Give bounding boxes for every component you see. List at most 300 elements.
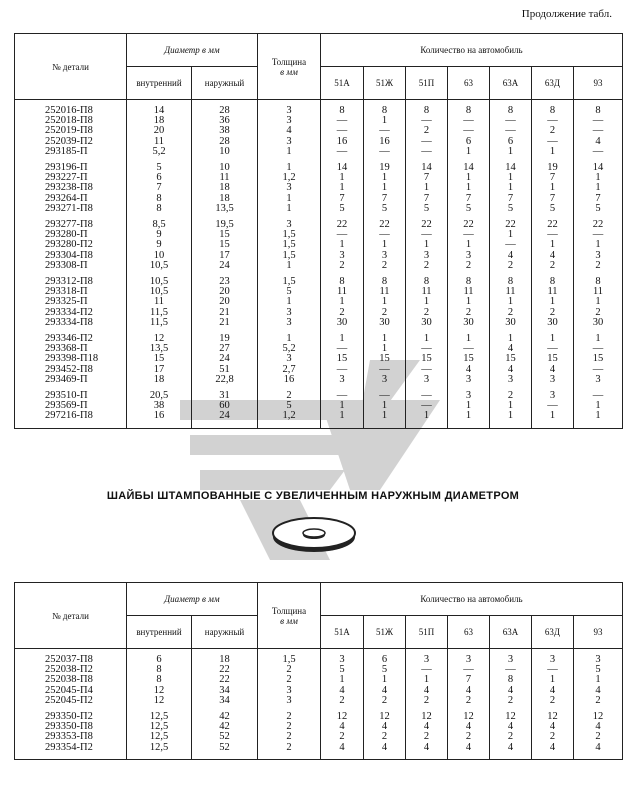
diameter-cell: 9 bbox=[127, 230, 192, 240]
header-model: 63А bbox=[490, 67, 532, 100]
quantity-cell: 3 bbox=[321, 655, 364, 665]
quantity-cell: 1 bbox=[532, 240, 574, 250]
header-outer: наружный bbox=[192, 616, 258, 649]
table-row bbox=[15, 318, 623, 328]
parts-table-1 bbox=[14, 33, 623, 429]
quantity-cell: 3 bbox=[532, 391, 574, 401]
diameter-cell: 20,5 bbox=[127, 391, 192, 401]
quantity-cell: 4 bbox=[490, 722, 532, 732]
quantity-cell: 7 bbox=[448, 675, 490, 685]
thickness-cell: 1 bbox=[258, 147, 321, 157]
diameter-cell: 12 bbox=[127, 334, 192, 344]
quantity-cell: 15 bbox=[490, 354, 532, 364]
thickness-cell: 2 bbox=[258, 732, 321, 742]
quantity-cell: 2 bbox=[448, 261, 490, 271]
quantity-cell: 4 bbox=[448, 722, 490, 732]
quantity-cell: 7 bbox=[321, 194, 364, 204]
washer-illustration bbox=[270, 513, 358, 555]
table-row bbox=[15, 126, 623, 136]
quantity-cell: — bbox=[574, 344, 623, 354]
thickness-cell: 5 bbox=[258, 287, 321, 297]
part-number-cell: 293280-П2 bbox=[15, 240, 127, 250]
quantity-cell: — bbox=[574, 126, 623, 136]
quantity-cell: 19 bbox=[364, 163, 406, 173]
quantity-cell: 2 bbox=[448, 696, 490, 706]
table1-body bbox=[15, 100, 623, 429]
quantity-cell: 4 bbox=[574, 743, 623, 753]
quantity-cell: 8 bbox=[490, 675, 532, 685]
table-row bbox=[15, 401, 623, 411]
spacer-row bbox=[15, 422, 623, 429]
table-row bbox=[15, 220, 623, 230]
quantity-cell: 1 bbox=[448, 240, 490, 250]
table-row bbox=[15, 163, 623, 173]
quantity-cell: 12 bbox=[448, 712, 490, 722]
quantity-cell: 2 bbox=[574, 732, 623, 742]
quantity-cell: 1 bbox=[490, 401, 532, 411]
header-model: 93 bbox=[574, 616, 623, 649]
diameter-cell: 12,5 bbox=[127, 732, 192, 742]
quantity-cell: 1 bbox=[532, 147, 574, 157]
table-row bbox=[15, 261, 623, 271]
thickness-cell: 3 bbox=[258, 116, 321, 126]
quantity-cell: 7 bbox=[532, 194, 574, 204]
spacer-cell bbox=[192, 753, 258, 760]
quantity-cell: 4 bbox=[364, 722, 406, 732]
diameter-cell: 6 bbox=[127, 655, 192, 665]
diameter-cell: 13,5 bbox=[127, 344, 192, 354]
quantity-cell: 1 bbox=[406, 297, 448, 307]
header-model: 51Ж bbox=[364, 616, 406, 649]
quantity-cell: 2 bbox=[364, 261, 406, 271]
quantity-cell: 3 bbox=[490, 375, 532, 385]
diameter-cell: 18 bbox=[192, 655, 258, 665]
quantity-cell: 7 bbox=[406, 173, 448, 183]
header-model: 63 bbox=[448, 67, 490, 100]
quantity-cell: 2 bbox=[406, 261, 448, 271]
table-row bbox=[15, 675, 623, 685]
quantity-cell: 1 bbox=[490, 147, 532, 157]
quantity-cell: 30 bbox=[406, 318, 448, 328]
thickness-cell: 3 bbox=[258, 354, 321, 364]
table-row bbox=[15, 183, 623, 193]
table-row bbox=[15, 194, 623, 204]
quantity-cell: 1 bbox=[406, 675, 448, 685]
quantity-cell: 1 bbox=[574, 183, 623, 193]
header-inner: внутренний bbox=[127, 67, 192, 100]
quantity-cell: 8 bbox=[574, 277, 623, 287]
diameter-cell: 36 bbox=[192, 116, 258, 126]
spacer-cell bbox=[490, 753, 532, 760]
diameter-cell: 11 bbox=[192, 173, 258, 183]
table-row bbox=[15, 391, 623, 401]
thickness-cell: 1,5 bbox=[258, 277, 321, 287]
table-row bbox=[15, 308, 623, 318]
quantity-cell: 4 bbox=[532, 365, 574, 375]
quantity-cell: 4 bbox=[406, 686, 448, 696]
table-row bbox=[15, 204, 623, 214]
part-number-cell: 293398-П18 bbox=[15, 354, 127, 364]
part-number-cell: 252016-П8 bbox=[15, 106, 127, 116]
part-number-cell: 252019-П8 bbox=[15, 126, 127, 136]
quantity-cell: 2 bbox=[321, 308, 364, 318]
quantity-cell: 1 bbox=[532, 297, 574, 307]
table-row bbox=[15, 147, 623, 157]
diameter-cell: 20 bbox=[127, 126, 192, 136]
quantity-cell: 4 bbox=[364, 686, 406, 696]
quantity-cell: 15 bbox=[574, 354, 623, 364]
quantity-cell: 1 bbox=[448, 411, 490, 421]
thickness-cell: 3 bbox=[258, 106, 321, 116]
quantity-cell: — bbox=[364, 365, 406, 375]
quantity-cell: 1 bbox=[532, 675, 574, 685]
quantity-cell: 1 bbox=[490, 173, 532, 183]
diameter-cell: 17 bbox=[192, 251, 258, 261]
quantity-cell: 1 bbox=[321, 183, 364, 193]
quantity-cell: 30 bbox=[574, 318, 623, 328]
spacer-cell bbox=[321, 753, 364, 760]
quantity-cell: 11 bbox=[490, 287, 532, 297]
quantity-cell: 30 bbox=[364, 318, 406, 328]
quantity-cell: 1 bbox=[532, 183, 574, 193]
quantity-cell: 3 bbox=[364, 375, 406, 385]
quantity-cell: 2 bbox=[448, 308, 490, 318]
part-number-cell: 252018-П8 bbox=[15, 116, 127, 126]
quantity-cell: 4 bbox=[490, 743, 532, 753]
spacer-cell bbox=[406, 422, 448, 429]
table-row bbox=[15, 116, 623, 126]
quantity-cell: 3 bbox=[490, 655, 532, 665]
quantity-cell: 15 bbox=[406, 354, 448, 364]
quantity-cell: — bbox=[364, 230, 406, 240]
quantity-cell: 8 bbox=[406, 106, 448, 116]
quantity-cell: — bbox=[406, 365, 448, 375]
part-number-cell: 293227-П bbox=[15, 173, 127, 183]
quantity-cell: 4 bbox=[532, 722, 574, 732]
part-number-cell: 252045-П4 bbox=[15, 686, 127, 696]
quantity-cell: 2 bbox=[532, 261, 574, 271]
quantity-cell: 15 bbox=[448, 354, 490, 364]
table-row bbox=[15, 287, 623, 297]
quantity-cell: 6 bbox=[364, 655, 406, 665]
quantity-cell: 4 bbox=[532, 686, 574, 696]
diameter-cell: 5,2 bbox=[127, 147, 192, 157]
quantity-cell: 1 bbox=[364, 344, 406, 354]
quantity-cell: 1 bbox=[490, 334, 532, 344]
header-quantity: Количество на автомобиль bbox=[321, 34, 623, 67]
diameter-cell: 52 bbox=[192, 732, 258, 742]
thickness-cell: 4 bbox=[258, 126, 321, 136]
quantity-cell: 22 bbox=[364, 220, 406, 230]
quantity-cell: 4 bbox=[406, 743, 448, 753]
thickness-cell: 3 bbox=[258, 137, 321, 147]
quantity-cell: 1 bbox=[448, 297, 490, 307]
table-row bbox=[15, 173, 623, 183]
diameter-cell: 11,5 bbox=[127, 308, 192, 318]
thickness-cell: 2 bbox=[258, 675, 321, 685]
diameter-cell: 60 bbox=[192, 401, 258, 411]
quantity-cell: 1 bbox=[406, 183, 448, 193]
quantity-cell: 1 bbox=[574, 173, 623, 183]
quantity-cell: — bbox=[532, 401, 574, 411]
diameter-cell: 34 bbox=[192, 696, 258, 706]
quantity-cell: 1 bbox=[321, 401, 364, 411]
quantity-cell: 1 bbox=[321, 297, 364, 307]
quantity-cell: — bbox=[532, 665, 574, 675]
part-number-cell: 293238-П8 bbox=[15, 183, 127, 193]
quantity-cell: 2 bbox=[490, 696, 532, 706]
quantity-cell: 1 bbox=[448, 173, 490, 183]
quantity-cell: 4 bbox=[490, 344, 532, 354]
spacer-cell bbox=[490, 422, 532, 429]
quantity-cell: — bbox=[406, 147, 448, 157]
part-number-cell: 293271-П8 bbox=[15, 204, 127, 214]
quantity-cell: 1 bbox=[448, 147, 490, 157]
quantity-cell: 4 bbox=[448, 365, 490, 375]
quantity-cell: 1 bbox=[490, 230, 532, 240]
quantity-cell: 3 bbox=[448, 391, 490, 401]
section-title: ШАЙБЫ ШТАМПОВАННЫЕ С УВЕЛИЧЕННЫМ НАРУЖНЫМ ДИАМЕТРОМ bbox=[106, 490, 520, 502]
table-row bbox=[15, 240, 623, 250]
quantity-cell: 1 bbox=[490, 297, 532, 307]
quantity-cell: 1 bbox=[532, 411, 574, 421]
diameter-cell: 24 bbox=[192, 261, 258, 271]
quantity-cell: 3 bbox=[448, 655, 490, 665]
quantity-cell: 2 bbox=[321, 732, 364, 742]
table-row bbox=[15, 375, 623, 385]
diameter-cell: 20 bbox=[192, 287, 258, 297]
table-row bbox=[15, 722, 623, 732]
thickness-cell: 1 bbox=[258, 334, 321, 344]
part-number-cell: 293469-П bbox=[15, 375, 127, 385]
header-model: 51Ж bbox=[364, 67, 406, 100]
quantity-cell: — bbox=[490, 665, 532, 675]
spacer-row bbox=[15, 753, 623, 760]
thickness-cell: 2 bbox=[258, 722, 321, 732]
thickness-cell: 1,2 bbox=[258, 173, 321, 183]
part-number-cell: 293280-П bbox=[15, 230, 127, 240]
diameter-cell: 18 bbox=[127, 116, 192, 126]
quantity-cell: 4 bbox=[364, 743, 406, 753]
thickness-cell: 1 bbox=[258, 204, 321, 214]
header-thickness bbox=[258, 583, 321, 649]
quantity-cell: 2 bbox=[490, 732, 532, 742]
header-model: 63Д bbox=[532, 616, 574, 649]
header-model: 63 bbox=[448, 616, 490, 649]
quantity-cell: 3 bbox=[574, 375, 623, 385]
header-thickness bbox=[258, 34, 321, 100]
table-row bbox=[15, 251, 623, 261]
part-number-cell: 293308-П bbox=[15, 261, 127, 271]
diameter-cell: 42 bbox=[192, 722, 258, 732]
thickness-cell: 1,2 bbox=[258, 411, 321, 421]
part-number-cell: 252039-П2 bbox=[15, 137, 127, 147]
diameter-cell: 9 bbox=[127, 240, 192, 250]
quantity-cell: 2 bbox=[490, 261, 532, 271]
quantity-cell: 1 bbox=[448, 334, 490, 344]
quantity-cell: 16 bbox=[321, 137, 364, 147]
quantity-cell: 1 bbox=[364, 411, 406, 421]
diameter-cell: 15 bbox=[192, 230, 258, 240]
quantity-cell: 2 bbox=[364, 732, 406, 742]
part-number-cell: 293354-П2 bbox=[15, 743, 127, 753]
quantity-cell: — bbox=[406, 116, 448, 126]
quantity-cell: 1 bbox=[448, 183, 490, 193]
quantity-cell: 1 bbox=[364, 240, 406, 250]
spacer-cell bbox=[406, 753, 448, 760]
quantity-cell: 12 bbox=[364, 712, 406, 722]
part-number-cell: 293334-П2 bbox=[15, 308, 127, 318]
quantity-cell: — bbox=[321, 365, 364, 375]
thickness-cell: 1,5 bbox=[258, 230, 321, 240]
thickness-cell: 3 bbox=[258, 696, 321, 706]
quantity-cell: — bbox=[321, 147, 364, 157]
diameter-cell: 5 bbox=[127, 163, 192, 173]
spacer-cell bbox=[258, 753, 321, 760]
thickness-cell: 1,5 bbox=[258, 240, 321, 250]
quantity-cell: — bbox=[406, 665, 448, 675]
quantity-cell: 2 bbox=[448, 732, 490, 742]
table-row bbox=[15, 137, 623, 147]
header-part-no: № детали bbox=[15, 583, 127, 649]
diameter-cell: 22 bbox=[192, 675, 258, 685]
quantity-cell: 1 bbox=[406, 334, 448, 344]
quantity-cell: 8 bbox=[448, 277, 490, 287]
quantity-cell: 4 bbox=[490, 251, 532, 261]
quantity-cell: 1 bbox=[364, 401, 406, 411]
spacer-cell bbox=[192, 422, 258, 429]
diameter-cell: 10 bbox=[127, 251, 192, 261]
diameter-cell: 11 bbox=[127, 137, 192, 147]
thickness-cell: 3 bbox=[258, 308, 321, 318]
quantity-cell: 5 bbox=[321, 665, 364, 675]
quantity-cell: — bbox=[490, 240, 532, 250]
table-row bbox=[15, 732, 623, 742]
quantity-cell: 3 bbox=[406, 655, 448, 665]
quantity-cell: 22 bbox=[321, 220, 364, 230]
part-number-cell: 293346-П2 bbox=[15, 334, 127, 344]
quantity-cell: 5 bbox=[574, 204, 623, 214]
diameter-cell: 20 bbox=[192, 297, 258, 307]
quantity-cell: — bbox=[406, 344, 448, 354]
table-row bbox=[15, 354, 623, 364]
diameter-cell: 23 bbox=[192, 277, 258, 287]
part-number-cell: 252038-П2 bbox=[15, 665, 127, 675]
diameter-cell: 16 bbox=[127, 411, 192, 421]
diameter-cell: 10,5 bbox=[127, 261, 192, 271]
table-row bbox=[15, 230, 623, 240]
diameter-cell: 15 bbox=[127, 354, 192, 364]
quantity-cell: — bbox=[321, 391, 364, 401]
quantity-cell: 14 bbox=[490, 163, 532, 173]
quantity-cell: 2 bbox=[532, 126, 574, 136]
quantity-cell: 11 bbox=[448, 287, 490, 297]
quantity-cell: 1 bbox=[532, 334, 574, 344]
diameter-cell: 42 bbox=[192, 712, 258, 722]
thickness-cell: 2 bbox=[258, 712, 321, 722]
quantity-cell: 11 bbox=[406, 287, 448, 297]
quantity-cell: — bbox=[574, 365, 623, 375]
header-model: 51П bbox=[406, 616, 448, 649]
table-row bbox=[15, 665, 623, 675]
quantity-cell: — bbox=[574, 116, 623, 126]
table-row bbox=[15, 696, 623, 706]
thickness-cell: 1,5 bbox=[258, 655, 321, 665]
quantity-cell: — bbox=[364, 126, 406, 136]
quantity-cell: 22 bbox=[532, 220, 574, 230]
quantity-cell: 1 bbox=[406, 240, 448, 250]
quantity-cell: 3 bbox=[532, 375, 574, 385]
header-diameter: Диаметр в мм bbox=[127, 583, 258, 616]
diameter-cell: 24 bbox=[192, 354, 258, 364]
quantity-cell: — bbox=[448, 116, 490, 126]
spacer-cell bbox=[127, 422, 192, 429]
quantity-cell: 4 bbox=[321, 743, 364, 753]
diameter-cell: 14 bbox=[127, 106, 192, 116]
quantity-cell: 11 bbox=[532, 287, 574, 297]
quantity-cell: 3 bbox=[448, 251, 490, 261]
part-number-cell: 297216-П8 bbox=[15, 411, 127, 421]
quantity-cell: 12 bbox=[406, 712, 448, 722]
spacer-cell bbox=[321, 422, 364, 429]
quantity-cell: 4 bbox=[321, 722, 364, 732]
quantity-cell: — bbox=[448, 230, 490, 240]
quantity-cell: — bbox=[574, 147, 623, 157]
quantity-cell: 2 bbox=[532, 696, 574, 706]
diameter-cell: 8 bbox=[127, 665, 192, 675]
quantity-cell: 2 bbox=[574, 696, 623, 706]
thickness-cell: 1 bbox=[258, 297, 321, 307]
quantity-cell: 5 bbox=[532, 204, 574, 214]
quantity-cell: 3 bbox=[532, 655, 574, 665]
quantity-cell: 30 bbox=[448, 318, 490, 328]
quantity-cell: 5 bbox=[574, 665, 623, 675]
quantity-cell: 4 bbox=[532, 743, 574, 753]
header-model: 93 bbox=[574, 67, 623, 100]
quantity-cell: — bbox=[406, 391, 448, 401]
quantity-cell: 7 bbox=[532, 173, 574, 183]
diameter-cell: 8 bbox=[127, 675, 192, 685]
quantity-cell: 2 bbox=[490, 308, 532, 318]
spacer-cell bbox=[574, 753, 623, 760]
quantity-cell: 1 bbox=[574, 297, 623, 307]
table-row bbox=[15, 712, 623, 722]
diameter-cell: 15 bbox=[192, 240, 258, 250]
diameter-cell: 18 bbox=[127, 375, 192, 385]
quantity-cell: 1 bbox=[364, 334, 406, 344]
diameter-cell: 7 bbox=[127, 183, 192, 193]
quantity-cell: 8 bbox=[321, 277, 364, 287]
thickness-cell: 16 bbox=[258, 375, 321, 385]
quantity-cell: 4 bbox=[490, 686, 532, 696]
quantity-cell: 15 bbox=[321, 354, 364, 364]
quantity-cell: 1 bbox=[364, 116, 406, 126]
diameter-cell: 8 bbox=[127, 194, 192, 204]
part-number-cell: 252045-П2 bbox=[15, 696, 127, 706]
quantity-cell: 8 bbox=[448, 106, 490, 116]
part-number-cell: 293264-П bbox=[15, 194, 127, 204]
diameter-cell: 17 bbox=[127, 365, 192, 375]
quantity-cell: 6 bbox=[448, 137, 490, 147]
quantity-cell: 15 bbox=[532, 354, 574, 364]
thickness-cell: 5 bbox=[258, 401, 321, 411]
quantity-cell: 30 bbox=[490, 318, 532, 328]
diameter-cell: 10,5 bbox=[127, 277, 192, 287]
quantity-cell: 5 bbox=[321, 204, 364, 214]
thickness-cell: 1 bbox=[258, 194, 321, 204]
diameter-cell: 21 bbox=[192, 308, 258, 318]
quantity-cell: — bbox=[364, 147, 406, 157]
